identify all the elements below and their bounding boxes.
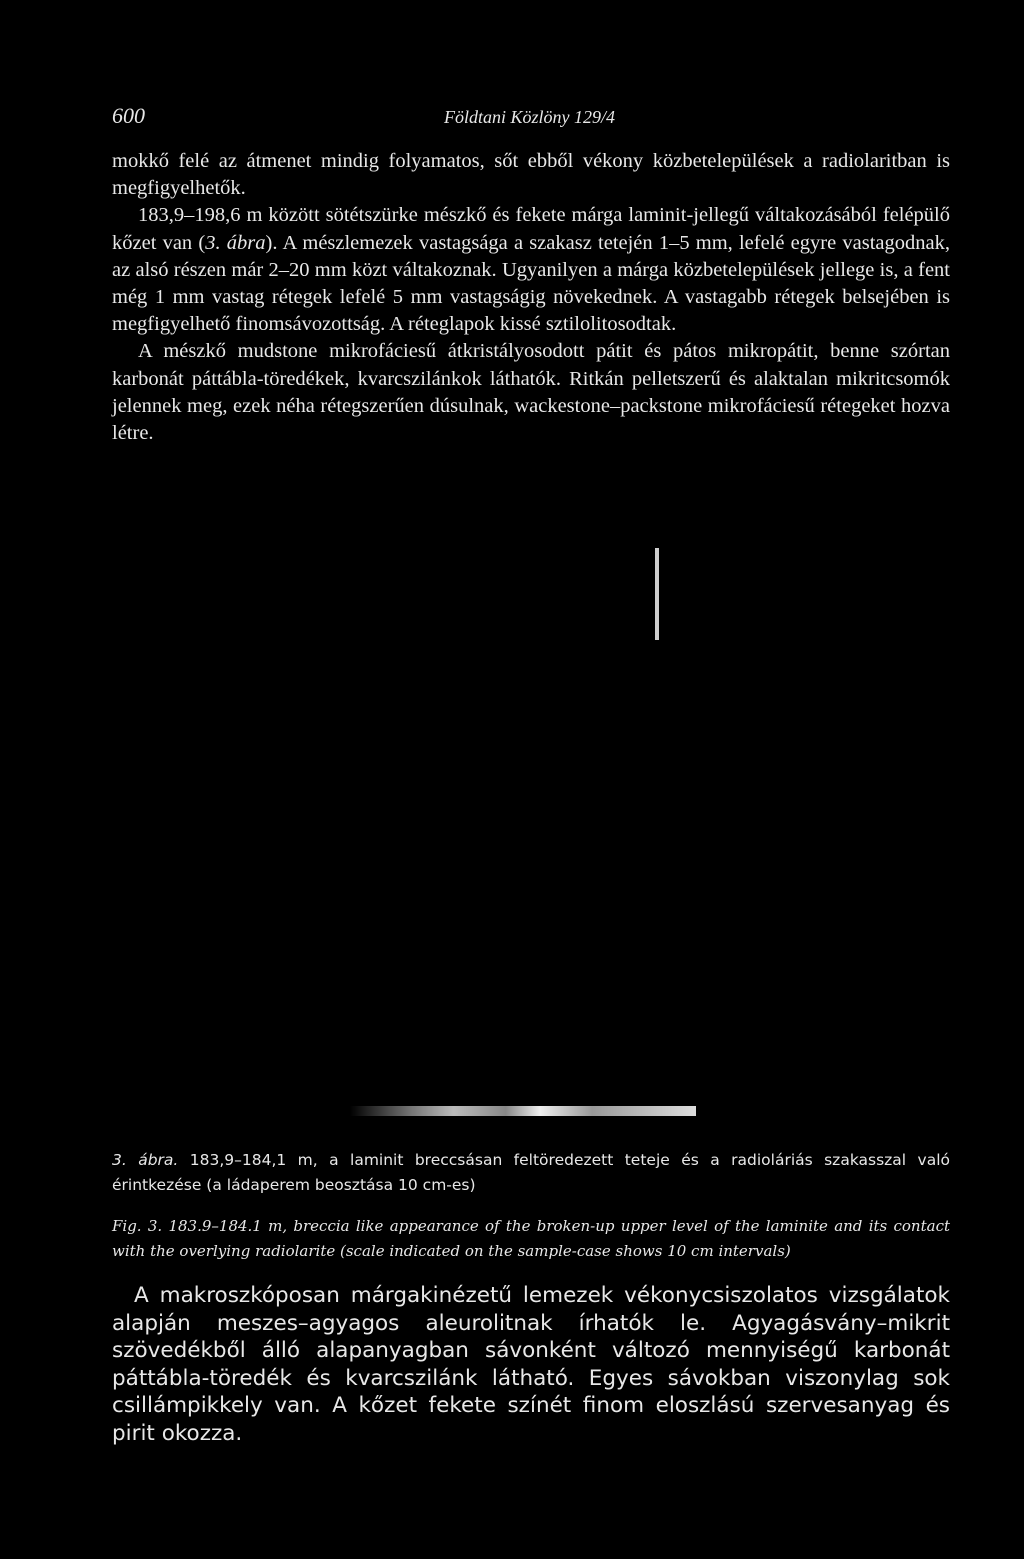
photo-mark — [655, 548, 659, 640]
caption-en-text: 183.9–184.1 m, breccia like appearance of the broken-up upper level of the laminite and its contact with the overlying radiolarite (scale indicated on the sample-case shows 10 cm intervals) — [112, 1217, 950, 1260]
figure-caption-en — [112, 1214, 950, 1264]
paragraph-4: A makroszkóposan márgakinézetű lemezek vékonycsiszolatos vizsgálatok alapján meszes–agyagos aleurolitnak írhatók le. Agyagásvány–mikrit szövedékből álló alapanyagban sávonként változó mennyiségű karbonát páttábla-töredék és kvarcszilánk látható. Egyes sávokban viszonylag sok csillámpikkely van. A kőzet fekete színét finom eloszlású szervesanyag és pirit okozza. — [112, 1283, 950, 1446]
page-number: 600 — [112, 103, 145, 128]
sample-case-scale — [350, 1106, 696, 1116]
paragraph-2-rest: ). A mészlemezek vastagsága a szakasz tetején 1–5 mm, lefelé egyre vastagodnak, az alsó részen már 2–20 mm közt váltakoznak. Ugyanilyen a márga közbetelepülések jellege is, a fent még 1 mm vastag rétegek lefelé 5 mm vastagságig növekednek. A vastagabb rétegek belsejében is megfigyelhető finomsávozottság. A réteglapok kissé sztilolitosodtak. — [112, 231, 950, 336]
journal-title: Földtani Közlöny 129/4 — [444, 107, 615, 127]
caption-hu-label: 3. ábra. — [112, 1151, 179, 1169]
paragraph-1: mokkő felé az átmenet mindig folyamatos, sőt ebből vékony közbetelepülések a radiolaritban is megfigyelhetők. — [112, 150, 950, 200]
figure-photo — [330, 548, 710, 1128]
caption-hu-text: 183,9–184,1 m, a laminit breccsásan feltöredezett teteje és a radioláriás szakasszal való érintkezése (a ládaperem beosztása 10 cm-es) — [112, 1151, 950, 1194]
paragraph-2-start: 183,9–198,6 m között sötétszürke mészkő és fekete márga laminit-jellegű váltakozásából felépülő kőzet van ( — [112, 204, 950, 254]
paragraph-3: A mészkő mudstone mikrofáciesű átkristályosodott pátit és pátos mikropátit, benne szórtan karbonát páttábla-töredékek, kvarcszilánkok láthatók. Ritkán pelletszerű és alaktalan mikritcsomók jelennek meg, ezek néha rétegszerűen dúsulnak, wackestone–packstone mikrofáciesű rétegeket hozva létre. — [112, 340, 950, 445]
body-text-bottom — [112, 1282, 950, 1447]
figure-reference: 3. ábra — [205, 231, 266, 254]
paragraph-2 — [112, 202, 950, 338]
figure-caption-hu — [112, 1148, 950, 1198]
page-header — [112, 103, 912, 133]
caption-en-label: Fig. 3. — [112, 1217, 163, 1235]
body-text-top — [112, 148, 950, 447]
